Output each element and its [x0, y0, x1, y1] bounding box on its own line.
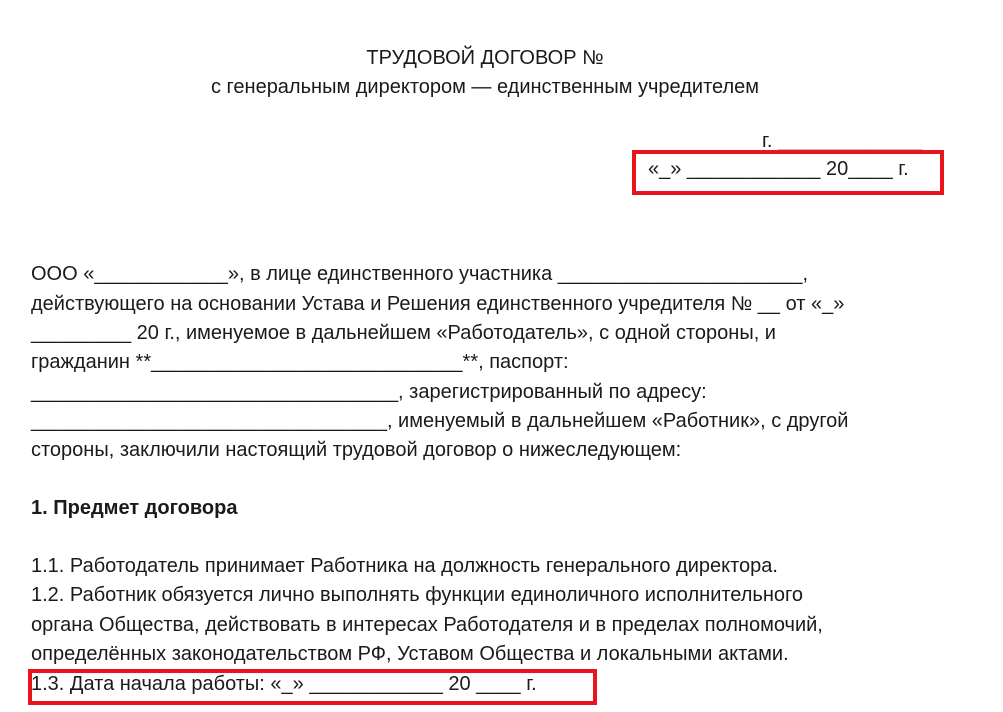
document-title: ТРУДОВОЙ ДОГОВОР № — [366, 47, 604, 69]
section-heading: 1. Предмет договора — [31, 497, 238, 519]
preamble-line: ________________________________, именуемый в дальнейшем «Работник», с другой — [31, 410, 849, 432]
clause-line: 1.2. Работник обязуется лично выполнять функции единоличного исполнительного — [31, 584, 803, 606]
preamble-line: _________________________________, зарегистрированный по адресу: — [31, 381, 707, 403]
document-subtitle: с генеральным директором — единственным учредителем — [210, 76, 760, 98]
preamble-line: стороны, заключили настоящий трудовой договор о нижеследующем: — [31, 439, 682, 461]
clause-line: органа Общества, действовать в интересах Работодателя и в пределах полномочий, — [31, 614, 823, 636]
contract-date-field: «_» ____________ 20____ г. — [648, 158, 909, 180]
preamble-line: действующего на основании Устава и Решения единственного учредителя № __ от «_» — [31, 293, 845, 315]
start-date-clause: 1.3. Дата начала работы: «_» ____________ 20 ____ г. — [31, 673, 537, 695]
preamble-line: ООО «____________», в лице единственного участника ______________________, — [31, 263, 809, 285]
preamble-line: _________ 20 г., именуемое в дальнейшем «Работодатель», с одной стороны, и — [31, 322, 776, 344]
clause-line: определённых законодательством РФ, Уставом Общества и локальными актами. — [31, 643, 789, 665]
clause-line: 1.1. Работодатель принимает Работника на должность генерального директора. — [31, 555, 778, 577]
preamble-line: гражданин **____________________________**, паспорт: — [31, 351, 569, 373]
city-field: г. _____________ — [762, 130, 923, 152]
